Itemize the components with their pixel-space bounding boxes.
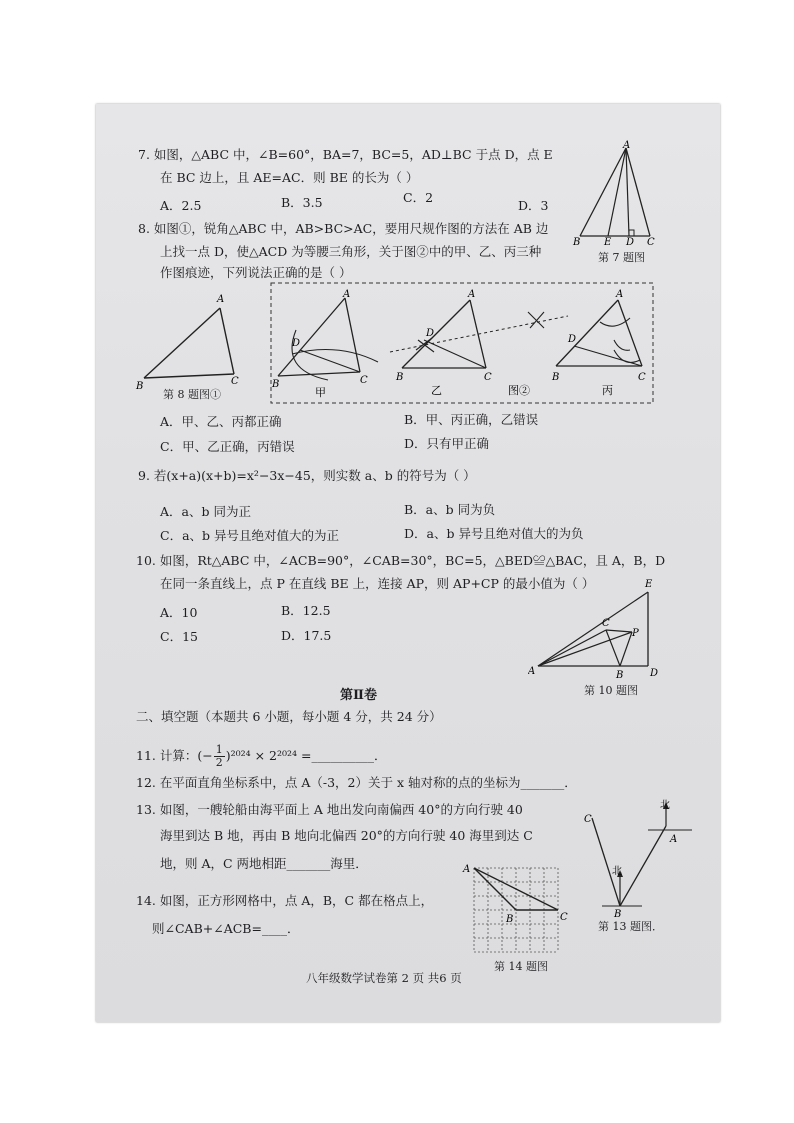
q8-figure-2: [268, 280, 658, 408]
q8-panel-yi: [390, 289, 568, 397]
part2-title: 第Ⅱ卷: [340, 688, 377, 703]
q8-option-c: C．甲、乙正确，丙错误: [160, 439, 295, 454]
q7-figure: [566, 140, 666, 248]
q8-jia-label-a: A: [343, 289, 351, 300]
q10-figure: [528, 574, 664, 680]
q8-fig1-label-b: B: [136, 381, 144, 392]
q8-option-a: A．甲、乙、丙都正确: [160, 414, 282, 429]
q9-stem: 9. 若(x+a)(x+b)=x²−3x−45，则实数 a、b 的符号为（ ）: [138, 468, 476, 483]
q14-line2: 则∠CAB+∠ACB=____．: [152, 921, 300, 936]
q8-caption-2: 图②: [508, 384, 530, 397]
q7-line1: 7. 如图，△ABC 中，∠B=60°，BA=7，BC=5，AD⊥BC 于点 D，点 E: [138, 147, 553, 162]
q8-yi-label-b: B: [396, 372, 404, 383]
q7-line2: 在 BC 边上，且 AE=AC．则 BE 的长为（ ）: [160, 170, 419, 185]
q8-option-b: B．甲、丙正确，乙错误: [404, 412, 539, 427]
q9-option-c: C．a、b 异号且绝对值大的为正: [160, 528, 339, 543]
q7-label-a: A: [623, 140, 631, 151]
q9-option-a: A．a、b 同为正: [160, 504, 251, 519]
q10-caption: 第 10 题图: [584, 684, 638, 697]
q7-label-b: B: [573, 237, 581, 248]
q8-fig1-label-a: A: [217, 294, 225, 305]
q10-label-e: E: [645, 579, 653, 590]
part2-section-heading: 二、填空题（本题共 6 小题，每小题 4 分，共 24 分）: [136, 709, 442, 724]
q7-label-c: C: [647, 237, 655, 248]
q10-option-a: A．10: [160, 605, 198, 620]
q8-line1: 8. 如图①，锐角△ABC 中，AB>BC>AC，要用尺规作图的方法在 AB 边: [138, 221, 549, 236]
q14-figure: [460, 858, 576, 958]
q10-option-c: C．15: [160, 629, 198, 644]
q11-frac-num: 1: [215, 743, 223, 756]
q8-panel-label-bing: 丙: [602, 384, 613, 397]
q8-jia-label-c: C: [360, 375, 368, 386]
q13-label-c: C: [584, 814, 592, 825]
q12-stem: 12. 在平面直角坐标系中，点 A（-3，2）关于 x 轴对称的点的坐标为_______．: [136, 775, 577, 790]
q8-jia-label-b: B: [272, 379, 280, 390]
q10-line2: 在同一条直线上，点 P 在直线 BE 上，连接 AP，则 AP+CP 的最小值为（ ）: [160, 576, 595, 591]
q9-option-d: D．a、b 异号且绝对值大的为负: [404, 526, 584, 541]
q13-figure: [574, 796, 698, 918]
q14-label-b: B: [506, 914, 514, 925]
q13-label-north-b: 北: [612, 866, 622, 877]
q8-bing-label-c: C: [638, 372, 646, 383]
q8-jia-label-d: D: [292, 338, 301, 349]
q13-line1: 13. 如图，一艘轮船由海平面上 A 地出发向南偏西 40°的方向行驶 40: [136, 802, 523, 817]
q10-option-d: D．17.5: [281, 628, 332, 643]
q8-bing-label-b: B: [552, 372, 560, 383]
q13-line3: 地，则 A，C 两地相距_______海里．: [160, 856, 368, 871]
q10-label-b: B: [616, 670, 624, 680]
q11-prefix: 11. 计算：(−: [136, 748, 213, 763]
q8-panel-bing: [551, 289, 646, 397]
q8-caption-1: 第 8 题图①: [163, 388, 221, 401]
q7-caption: 第 7 题图: [598, 251, 645, 264]
q8-figure-1: [132, 290, 262, 392]
q8-fig1-label-c: C: [231, 376, 239, 387]
q14-label-a: A: [463, 864, 471, 875]
q10-label-p: P: [632, 628, 639, 639]
q7-option-c: C．2: [403, 190, 434, 205]
q8-panel-jia: [271, 289, 378, 399]
q13-label-b: B: [614, 909, 622, 918]
q7-option-b: B．3.5: [281, 195, 323, 210]
q10-label-d: D: [650, 668, 659, 679]
q7-label-e: E: [604, 237, 612, 248]
q8-yi-label-c: C: [484, 372, 492, 383]
q8-yi-label-a: A: [468, 289, 476, 300]
q13-label-a: A: [670, 834, 678, 845]
q8-panel-label-jia: 甲: [315, 386, 326, 399]
q8-bing-label-d: D: [568, 334, 577, 345]
q8-line2: 上找一点 D，使△ACD 为等腰三角形，关于图②中的甲、乙、丙三种: [160, 244, 542, 259]
q8-panel-label-yi: 乙: [431, 384, 442, 397]
q11-suffix: )²⁰²⁴ × 2²⁰²⁴ =: [225, 748, 312, 763]
q11-stem: [136, 744, 387, 769]
q11-fraction: [214, 744, 225, 769]
page-footer: 八年级数学试卷第 2 页 共6 页: [306, 971, 462, 985]
q10-label-c: C: [602, 618, 610, 629]
q8-yi-label-d: D: [426, 328, 435, 339]
q7-option-a: A．2.5: [160, 198, 202, 213]
q14-line1: 14. 如图，正方形网格中，点 A，B，C 都在格点上，: [136, 893, 434, 908]
q10-option-b: B．12.5: [281, 603, 331, 618]
q7-option-d: D．3: [518, 198, 549, 213]
q10-line1: 10. 如图，Rt△ABC 中，∠ACB=90°，∠CAB=30°，BC=5，△BED≌△BAC，且 A，B，D: [136, 553, 666, 568]
q13-line2: 海里到达 B 地，再由 B 地向北偏西 20°的方向行驶 40 海里到达 C: [160, 828, 533, 843]
q13-label-north-a: 北: [660, 800, 670, 811]
q8-option-d: D．只有甲正确: [404, 436, 490, 451]
q14-label-c: C: [560, 912, 568, 923]
q11-blank: __________．: [311, 748, 387, 763]
q7-label-d: D: [626, 237, 635, 248]
q9-option-b: B．a、b 同为负: [404, 502, 496, 517]
q13-caption: 第 13 题图．: [598, 920, 663, 933]
q8-line3: 作图痕迹，下列说法正确的是（ ）: [160, 265, 352, 280]
q11-frac-den: 2: [215, 756, 223, 769]
q10-label-a: A: [528, 666, 536, 677]
q8-bing-label-a: A: [616, 289, 624, 300]
q14-caption: 第 14 题图: [494, 960, 548, 973]
